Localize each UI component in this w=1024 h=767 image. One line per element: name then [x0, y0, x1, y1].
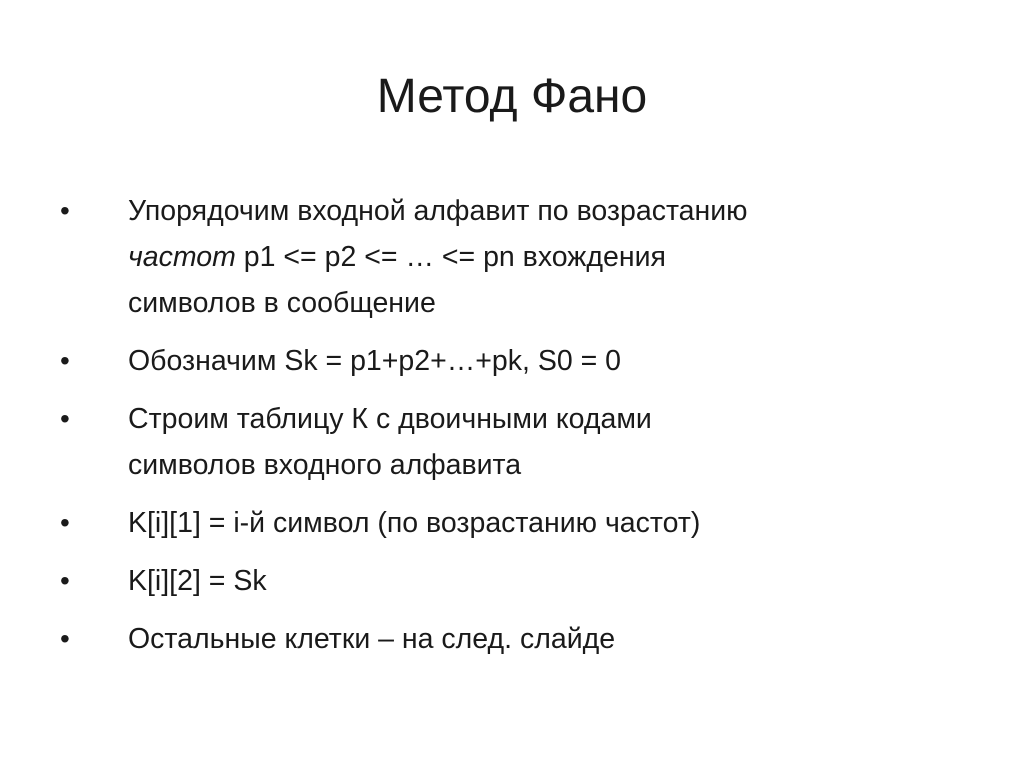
bullet-item-1	[60, 188, 960, 326]
bullet-item-3	[60, 396, 960, 488]
bullet-1-italic-word: частот	[128, 241, 236, 273]
bullet-1-line-2-rest: p1 <= p2 <= … <= pn вхождения	[235, 241, 666, 273]
bullet-item-2	[60, 338, 960, 384]
bullet-6-text: Остальные клетки – на след. слайде	[128, 623, 616, 655]
slide-title: Метод Фано	[376, 70, 648, 123]
bullet-3-line-2: символов входного алфавита	[128, 449, 522, 481]
bullet-item-6	[60, 616, 960, 662]
bullet-item-4	[60, 500, 960, 546]
bullet-marker: •	[60, 565, 70, 596]
bullet-item-5	[60, 558, 960, 604]
bullet-marker: •	[60, 403, 70, 434]
bullet-marker: •	[60, 623, 70, 654]
bullet-1-line-3: символов в сообщение	[128, 287, 436, 319]
bullet-4-text: K[i][1] = i-й символ (по возрастанию частот)	[128, 507, 701, 539]
bullet-list	[60, 188, 960, 674]
bullet-5-text: K[i][2] = Sk	[128, 565, 267, 597]
bullet-marker: •	[60, 507, 70, 538]
bullet-3-line-1: Строим таблицу К с двоичными кодами	[128, 403, 652, 435]
bullet-1-line-1: Упорядочим входной алфавит по возрастанию	[128, 195, 748, 227]
bullet-2-text: Обозначим Sk = p1+p2+…+pk, S0 = 0	[128, 345, 622, 377]
bullet-marker: •	[60, 345, 70, 376]
bullet-marker: •	[60, 195, 70, 226]
